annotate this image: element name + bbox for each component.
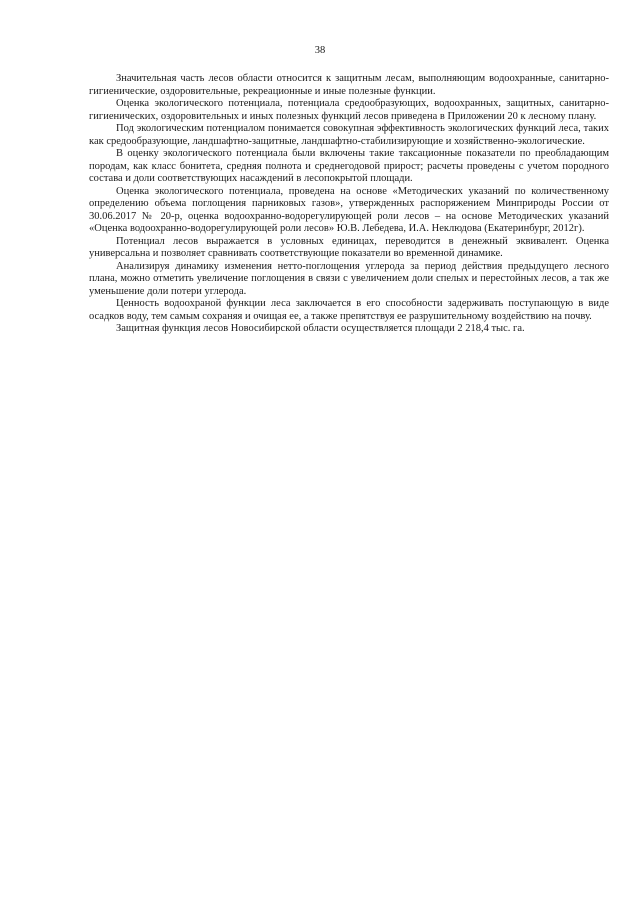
paragraph-methodology: Оценка экологического потенциала, проведена на основе «Методических указаний по количественному определению объема поглощения парниковых газов», утвержденных распоряжением Минприроды России от 30.06.2017 № 20-р, оценка водоохранно-водорегулирующей роли лесов – на основе Методических указаний «Оценка водоохранно-водорегулирующей роли лесов» Ю.В. Лебедева, И.А. Неклюдова (Екатеринбург, 2012г). [89,185,609,234]
paragraph-taxation-indicators: В оценку экологического потенциала были включены такие таксационные показатели по преобладающим породам, как класс бонитета, средняя полнота и среднегодовой прирост; расчеты проведены с учетом породного состава и доли соответствующих насаждений в лесопокрытой площади. [89,148,609,184]
page-number: 38 [314,45,326,56]
document-body [89,73,609,336]
paragraph-carbon-dynamics: Анализируя динамику изменения нетто-поглощения углерода за период действия предыдущего лесного плана, можно отметить увеличение поглощения в связи с увеличением доли спелых и перестойных лесов, а так же уменьшение доли потери углерода. [89,260,609,297]
paragraph-water-protection: Ценность водоохраной функции леса заключается в его способности задерживать поступающую в виде осадков воду, тем самым сохраняя и очищая ее, а также препятствуя ее разрушительному воздействию на почву. [89,298,609,322]
paragraph-potential-assessment: Оценка экологического потенциала, потенциала средообразующих, водоохранных, защитных, санитарно-гигиенических, оздоровительных и иных полезных функций лесов приведена в Приложении 20 к лесному плану. [89,98,609,122]
paragraph-protective-area: Защитная функция лесов Новосибирской области осуществляется площади 2 218,4 тыс. га. [116,323,525,334]
paragraph-ecological-potential-definition: Под экологическим потенциалом понимается совокупная эффективность экологических функций леса, таких как средообразующие, ландшафтно-защитные, ландшафтно-стабилизирующие и хозяйственно-экологические. [89,123,609,147]
paragraph-protective-forests: Значительная часть лесов области относится к защитным лесам, выполняющим водоохранные, санитарно-гигиенические, оздоровительные, рекреационные и иные полезные функции. [89,73,609,97]
paragraph-conditional-units: Потенциал лесов выражается в условных единицах, переводится в денежный эквивалент. Оценка универсальна и позволяет сравнивать соответствующие показатели во временной динамике. [89,235,609,259]
